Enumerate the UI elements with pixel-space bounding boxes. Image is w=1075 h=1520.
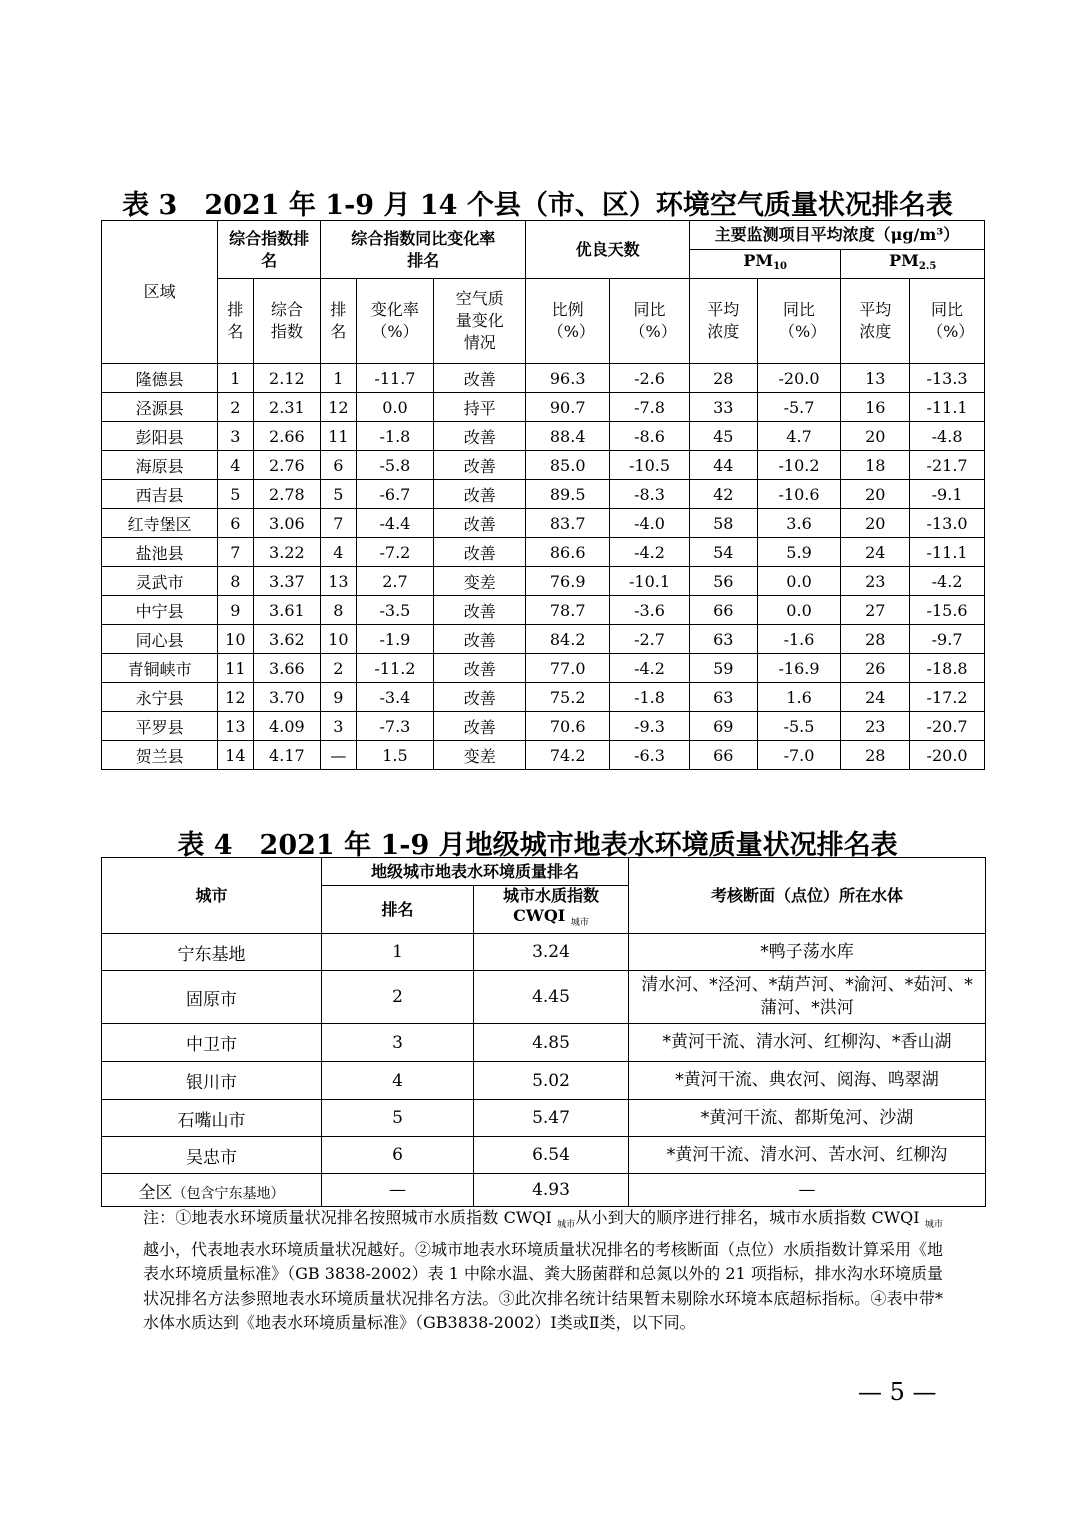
header-good-days: 优良天数 <box>526 221 690 279</box>
header-yoy: 同比（%） <box>610 279 690 364</box>
cell-rank: 8 <box>218 567 253 596</box>
cell-rank: 13 <box>218 712 253 741</box>
cell-city: 固原市 <box>102 971 322 1024</box>
cell-pm10-avg: 56 <box>689 567 757 596</box>
header-index: 综合指数 <box>253 279 321 364</box>
cell-cwqi: 6.54 <box>474 1137 629 1174</box>
cell-rank: 2 <box>218 393 253 422</box>
cell-index: 3.37 <box>253 567 321 596</box>
cell-pm10-avg: 54 <box>689 538 757 567</box>
cell-rank: 6 <box>322 1137 474 1174</box>
cell-good-yoy: -8.3 <box>610 480 690 509</box>
cell-index: 3.61 <box>253 596 321 625</box>
cell-cwqi: 4.93 <box>474 1174 629 1207</box>
cell-index: 3.22 <box>253 538 321 567</box>
air-quality-ranking-table <box>101 220 985 770</box>
header-region: 区域 <box>102 221 218 364</box>
cell-pm25-yoy: -9.7 <box>910 625 985 654</box>
table-row <box>102 1024 986 1062</box>
table-row <box>102 625 985 654</box>
header-rank: 排名 <box>322 886 474 934</box>
table-row <box>102 422 985 451</box>
cell-pm10-avg: 28 <box>689 364 757 393</box>
cell-pm25-yoy: -17.2 <box>910 683 985 712</box>
cell-aq-change: 改善 <box>434 654 526 683</box>
cell-pm25-yoy: -20.0 <box>910 741 985 770</box>
cell-good-yoy: -1.8 <box>610 683 690 712</box>
cell-rank: 9 <box>218 596 253 625</box>
cell-change-rank: 2 <box>321 654 356 683</box>
total-row <box>102 1174 986 1207</box>
cell-change-rank: 9 <box>321 683 356 712</box>
cell-good-yoy: -4.2 <box>610 538 690 567</box>
cell-pm25-avg: 27 <box>841 596 910 625</box>
cell-pm25-yoy: -13.0 <box>910 509 985 538</box>
cell-aq-change: 改善 <box>434 480 526 509</box>
cell-change-rate: -4.4 <box>356 509 434 538</box>
cell-good-yoy: -10.1 <box>610 567 690 596</box>
cell-good-yoy: -2.6 <box>610 364 690 393</box>
cell-change-rank: 12 <box>321 393 356 422</box>
cell-index: 3.06 <box>253 509 321 538</box>
cell-water-body: *黄河干流、都斯兔河、沙湖 <box>629 1100 986 1137</box>
cell-change-rate: 1.5 <box>356 741 434 770</box>
table-footnote: 注：①地表水环境质量状况排名按照城市水质指数 CWQI $_{城市}$从小到大的顺序进行排名，城市水质指数 CWQI $_{城市}$越小，代表地表水环境质量状况越好。②城市地表水环境质量状况排名的考核断面（点位）水质指数计算采用《地表水环境质量标准》（GB 3838-2002）表 1 中除水温、粪大肠菌群和总氮以外的 21 项指标，排水沟水环境质量状况排名方法参照地表水环境质量状况排名方法。③此次排名统计结果暂未剔除水环境本底超标指标。④表中带*水体水质达到《地表水环境质量标准》（GB3838-2002）Ⅰ类或Ⅱ类，以下同。 <box>143 1208 944 1332</box>
cell-index: 3.62 <box>253 625 321 654</box>
cell-good-ratio: 90.7 <box>526 393 610 422</box>
cell-pm10-yoy: 3.6 <box>757 509 841 538</box>
cell-good-yoy: -9.3 <box>610 712 690 741</box>
cell-pm25-yoy: -21.7 <box>910 451 985 480</box>
cell-pm25-avg: 23 <box>841 712 910 741</box>
cell-good-ratio: 88.4 <box>526 422 610 451</box>
cell-rank: 12 <box>218 683 253 712</box>
cell-pm25-yoy: -13.3 <box>910 364 985 393</box>
cell-change-rank: — <box>321 741 356 770</box>
cell-index: 3.66 <box>253 654 321 683</box>
cell-aq-change: 持平 <box>434 393 526 422</box>
cell-pm10-yoy: 0.0 <box>757 567 841 596</box>
cell-region: 平罗县 <box>102 712 218 741</box>
cell-good-ratio: 89.5 <box>526 480 610 509</box>
cell-change-rate: -6.7 <box>356 480 434 509</box>
table4-title: 表 4 2021 年 1-9 月地级城市地表水环境质量状况排名表 <box>177 830 898 861</box>
cell-change-rate: -7.3 <box>356 712 434 741</box>
cell-good-yoy: -8.6 <box>610 422 690 451</box>
cell-pm25-yoy: -9.1 <box>910 480 985 509</box>
cell-good-ratio: 70.6 <box>526 712 610 741</box>
cell-good-yoy: -4.2 <box>610 654 690 683</box>
cell-pm10-yoy: 0.0 <box>757 596 841 625</box>
cell-region: 中宁县 <box>102 596 218 625</box>
cell-pm25-avg: 26 <box>841 654 910 683</box>
cell-pm25-avg: 28 <box>841 741 910 770</box>
cell-rank: 7 <box>218 538 253 567</box>
cell-change-rank: 3 <box>321 712 356 741</box>
cell-good-yoy: -6.3 <box>610 741 690 770</box>
cell-pm10-yoy: -5.7 <box>757 393 841 422</box>
cell-pm25-avg: 16 <box>841 393 910 422</box>
cell-rank: 4 <box>322 1062 474 1100</box>
cell-rank: 14 <box>218 741 253 770</box>
header-rank2: 排名 <box>321 279 356 364</box>
cell-water-body: — <box>629 1174 986 1207</box>
header-pm25-yoy: 同比（%） <box>910 279 985 364</box>
cell-pm10-avg: 45 <box>689 422 757 451</box>
header-pm10-yoy: 同比（%） <box>757 279 841 364</box>
cell-good-ratio: 78.7 <box>526 596 610 625</box>
header-pm25: $PM_{2.5}$ <box>841 250 985 279</box>
cell-region: 海原县 <box>102 451 218 480</box>
cell-aq-change: 改善 <box>434 596 526 625</box>
cell-city: 银川市 <box>102 1062 322 1100</box>
cell-water-body: *黄河干流、典农河、阅海、鸣翠湖 <box>629 1062 986 1100</box>
cell-rank: — <box>322 1174 474 1207</box>
cell-change-rate: 0.0 <box>356 393 434 422</box>
cell-region: 同心县 <box>102 625 218 654</box>
header-composite-index-rank: 综合指数排名 <box>218 221 321 279</box>
table-row <box>102 480 985 509</box>
cell-city: 全区（包含宁东基地） <box>102 1174 322 1207</box>
header-group: 地级城市地表水环境质量排名 <box>322 858 629 886</box>
cell-change-rate: -11.7 <box>356 364 434 393</box>
cell-region: 青铜峡市 <box>102 654 218 683</box>
table-row <box>102 683 985 712</box>
cell-city: 中卫市 <box>102 1024 322 1062</box>
cell-pm10-yoy: 5.9 <box>757 538 841 567</box>
cell-index: 2.76 <box>253 451 321 480</box>
cell-change-rank: 13 <box>321 567 356 596</box>
header-pm10: $PM_{10}$ <box>689 250 841 279</box>
cell-aq-change: 改善 <box>434 538 526 567</box>
cell-pm25-avg: 20 <box>841 480 910 509</box>
cell-pm25-yoy: -20.7 <box>910 712 985 741</box>
cell-pm10-yoy: -10.6 <box>757 480 841 509</box>
table-row <box>102 934 986 971</box>
cell-good-ratio: 74.2 <box>526 741 610 770</box>
cell-pm25-avg: 28 <box>841 625 910 654</box>
header-rank: 排名 <box>218 279 253 364</box>
table-row <box>102 971 986 1024</box>
cell-rank: 10 <box>218 625 253 654</box>
cell-rank: 1 <box>322 934 474 971</box>
cell-pm10-yoy: -16.9 <box>757 654 841 683</box>
header-pm25-avg: 平均浓度 <box>841 279 910 364</box>
cell-cwqi: 3.24 <box>474 934 629 971</box>
cell-pm25-avg: 13 <box>841 364 910 393</box>
cell-change-rank: 4 <box>321 538 356 567</box>
cell-change-rank: 6 <box>321 451 356 480</box>
cell-region: 灵武市 <box>102 567 218 596</box>
cell-aq-change: 改善 <box>434 422 526 451</box>
page-number: — 5 — <box>858 1378 937 1406</box>
cell-change-rank: 1 <box>321 364 356 393</box>
cell-rank: 3 <box>218 422 253 451</box>
cell-pm25-yoy: -11.1 <box>910 538 985 567</box>
cell-pm25-yoy: -18.8 <box>910 654 985 683</box>
cell-change-rate: -11.2 <box>356 654 434 683</box>
cell-pm10-avg: 58 <box>689 509 757 538</box>
table-row <box>102 1062 986 1100</box>
cell-aq-change: 改善 <box>434 509 526 538</box>
cell-change-rate: -3.5 <box>356 596 434 625</box>
cell-pm25-yoy: -15.6 <box>910 596 985 625</box>
table-row <box>102 654 985 683</box>
cell-index: 4.09 <box>253 712 321 741</box>
cell-region: 红寺堡区 <box>102 509 218 538</box>
cell-rank: 11 <box>218 654 253 683</box>
cell-change-rate: -1.9 <box>356 625 434 654</box>
cell-change-rank: 10 <box>321 625 356 654</box>
cell-pm10-yoy: 4.7 <box>757 422 841 451</box>
cell-rank: 4 <box>218 451 253 480</box>
table-row <box>102 451 985 480</box>
cell-city: 宁东基地 <box>102 934 322 971</box>
header-city: 城市 <box>102 858 322 934</box>
cell-change-rate: -1.8 <box>356 422 434 451</box>
cell-index: 4.17 <box>253 741 321 770</box>
cell-rank: 5 <box>322 1100 474 1137</box>
table-row <box>102 567 985 596</box>
cell-good-yoy: -4.0 <box>610 509 690 538</box>
cell-good-yoy: -7.8 <box>610 393 690 422</box>
cell-good-ratio: 96.3 <box>526 364 610 393</box>
cell-pm10-yoy: -1.6 <box>757 625 841 654</box>
cell-pm25-avg: 18 <box>841 451 910 480</box>
cell-cwqi: 4.85 <box>474 1024 629 1062</box>
header-ratio: 比例（%） <box>526 279 610 364</box>
cell-index: 2.12 <box>253 364 321 393</box>
cell-pm10-yoy: -5.5 <box>757 712 841 741</box>
cell-good-ratio: 84.2 <box>526 625 610 654</box>
cell-pm10-avg: 44 <box>689 451 757 480</box>
cell-pm25-avg: 24 <box>841 538 910 567</box>
cell-water-body: *黄河干流、清水河、红柳沟、*香山湖 <box>629 1024 986 1062</box>
cell-index: 3.70 <box>253 683 321 712</box>
cell-water-body: *鸭子荡水库 <box>629 934 986 971</box>
cell-change-rate: -3.4 <box>356 683 434 712</box>
cell-pm25-avg: 24 <box>841 683 910 712</box>
table-row <box>102 596 985 625</box>
cell-pm10-avg: 33 <box>689 393 757 422</box>
cell-change-rank: 7 <box>321 509 356 538</box>
cell-region: 彭阳县 <box>102 422 218 451</box>
cell-city: 吴忠市 <box>102 1137 322 1174</box>
table-row <box>102 1137 986 1174</box>
surface-water-ranking-table <box>101 857 986 1207</box>
cell-aq-change: 改善 <box>434 625 526 654</box>
cell-index: 2.66 <box>253 422 321 451</box>
cell-pm25-avg: 20 <box>841 509 910 538</box>
cell-good-ratio: 76.9 <box>526 567 610 596</box>
cell-pm10-avg: 66 <box>689 741 757 770</box>
cell-change-rate: -7.2 <box>356 538 434 567</box>
cell-pm10-avg: 69 <box>689 712 757 741</box>
cell-pm10-yoy: 1.6 <box>757 683 841 712</box>
header-composite-change-rank: 综合指数同比变化率排名 <box>321 221 526 279</box>
header-change-rate: 变化率（%） <box>356 279 434 364</box>
table-row <box>102 741 985 770</box>
cell-region: 泾源县 <box>102 393 218 422</box>
cell-change-rank: 11 <box>321 422 356 451</box>
table-row <box>102 393 985 422</box>
cell-pm25-yoy: -4.8 <box>910 422 985 451</box>
cell-rank: 5 <box>218 480 253 509</box>
cell-aq-change: 变差 <box>434 567 526 596</box>
cell-aq-change: 改善 <box>434 712 526 741</box>
cell-good-ratio: 86.6 <box>526 538 610 567</box>
cell-pm25-avg: 20 <box>841 422 910 451</box>
cell-aq-change: 变差 <box>434 741 526 770</box>
header-aq-change: 空气质量变化情况 <box>434 279 526 364</box>
cell-change-rate: -5.8 <box>356 451 434 480</box>
cell-good-ratio: 75.2 <box>526 683 610 712</box>
cell-aq-change: 改善 <box>434 451 526 480</box>
cell-pm10-avg: 63 <box>689 683 757 712</box>
cell-pm10-avg: 42 <box>689 480 757 509</box>
table3-title: 表 3 2021 年 1-9 月 14 个县（市、区）环境空气质量状况排名表 <box>122 190 953 221</box>
cell-aq-change: 改善 <box>434 364 526 393</box>
cell-good-ratio: 85.0 <box>526 451 610 480</box>
table-row <box>102 538 985 567</box>
cell-pm10-avg: 66 <box>689 596 757 625</box>
cell-city: 石嘴山市 <box>102 1100 322 1137</box>
cell-pm25-yoy: -11.1 <box>910 393 985 422</box>
cell-good-yoy: -10.5 <box>610 451 690 480</box>
cell-pm10-avg: 63 <box>689 625 757 654</box>
header-water-body: 考核断面（点位）所在水体 <box>629 858 986 934</box>
cell-pm10-avg: 59 <box>689 654 757 683</box>
cell-region: 西吉县 <box>102 480 218 509</box>
cell-cwqi: 5.47 <box>474 1100 629 1137</box>
cell-region: 贺兰县 <box>102 741 218 770</box>
cell-rank: 2 <box>322 971 474 1024</box>
cell-change-rate: 2.7 <box>356 567 434 596</box>
header-pm10-avg: 平均浓度 <box>689 279 757 364</box>
table-row <box>102 712 985 741</box>
header-cwqi: 城市水质指数 CWQI $_{城市}$ <box>474 886 629 934</box>
cell-cwqi: 4.45 <box>474 971 629 1024</box>
cell-rank: 6 <box>218 509 253 538</box>
table-row <box>102 509 985 538</box>
cell-aq-change: 改善 <box>434 683 526 712</box>
cell-pm25-avg: 23 <box>841 567 910 596</box>
cell-index: 2.78 <box>253 480 321 509</box>
cell-good-yoy: -3.6 <box>610 596 690 625</box>
cell-good-ratio: 83.7 <box>526 509 610 538</box>
table-row <box>102 364 985 393</box>
cell-region: 隆德县 <box>102 364 218 393</box>
cell-region: 盐池县 <box>102 538 218 567</box>
cell-pm10-yoy: -7.0 <box>757 741 841 770</box>
cell-index: 2.31 <box>253 393 321 422</box>
cell-pm25-yoy: -4.2 <box>910 567 985 596</box>
table-row <box>102 1100 986 1137</box>
cell-good-yoy: -2.7 <box>610 625 690 654</box>
cell-pm10-yoy: -20.0 <box>757 364 841 393</box>
cell-rank: 1 <box>218 364 253 393</box>
cell-pm10-yoy: -10.2 <box>757 451 841 480</box>
cell-rank: 3 <box>322 1024 474 1062</box>
cell-change-rank: 5 <box>321 480 356 509</box>
cell-water-body: *黄河干流、清水河、苦水河、红柳沟 <box>629 1137 986 1174</box>
header-pollutants: 主要监测项目平均浓度（μg/m³） <box>689 221 984 250</box>
cell-change-rank: 8 <box>321 596 356 625</box>
cell-water-body: 清水河、*泾河、*葫芦河、*渝河、*茹河、*蒲河、*洪河 <box>629 971 986 1024</box>
cell-cwqi: 5.02 <box>474 1062 629 1100</box>
cell-region: 永宁县 <box>102 683 218 712</box>
cell-good-ratio: 77.0 <box>526 654 610 683</box>
